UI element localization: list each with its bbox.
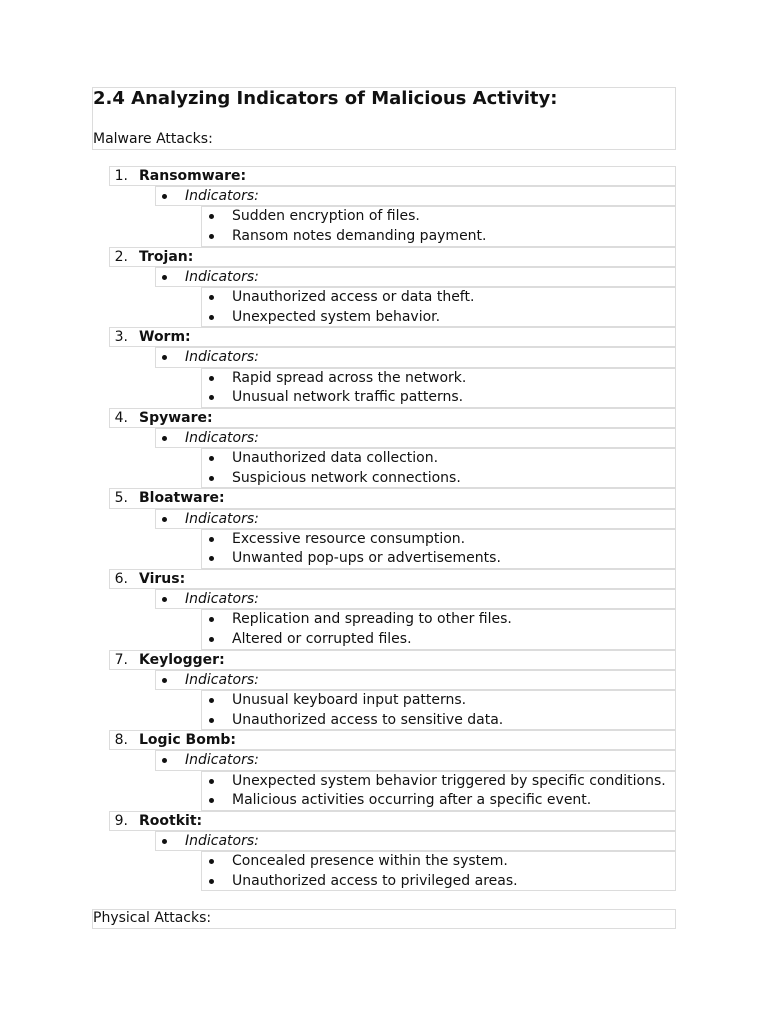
- bullet-icon: [162, 678, 167, 683]
- bullet-icon: [209, 779, 214, 784]
- indicator-point: Unexpected system behavior triggered by specific conditions.: [232, 772, 666, 789]
- attack-row-box: [109, 247, 676, 267]
- bullet-icon: [162, 839, 167, 844]
- bullet-icon: [209, 295, 214, 300]
- indicator-point: Excessive resource consumption.: [232, 530, 466, 547]
- attack-name: Bloatware:: [139, 490, 225, 507]
- attack-name: Virus:: [139, 571, 186, 587]
- indicator-point: Unauthorized access to sensitive data.: [232, 711, 504, 728]
- indicator-point: Concealed presence within the system.: [232, 853, 508, 870]
- attack-name: Rootkit:: [139, 812, 203, 829]
- indicator-point: Unauthorized access to privileged areas.: [232, 872, 518, 889]
- indicator-point: Unusual network traffic patterns.: [232, 389, 464, 406]
- bullet-icon: [209, 637, 214, 642]
- indicator-point: Sudden encryption of files.: [232, 208, 420, 225]
- malware-section-label: Malware Attacks:: [93, 131, 213, 147]
- attack-number: 2.: [114, 248, 128, 265]
- bullet-icon: [209, 879, 214, 884]
- bullet-icon: [162, 275, 167, 280]
- bullet-icon: [209, 234, 214, 239]
- attack-name: Ransomware:: [139, 168, 247, 184]
- indicator-point: Ransom notes demanding payment.: [232, 228, 487, 244]
- indicator-point: Suspicious network connections.: [232, 469, 461, 486]
- attack-name: Worm:: [139, 329, 191, 346]
- attack-row-box: [109, 569, 676, 589]
- attack-number: 7.: [114, 651, 128, 668]
- indicator-point: Unwanted pop-ups or advertisements.: [232, 550, 501, 567]
- attack-name: Logic Bomb:: [139, 732, 237, 749]
- bullet-icon: [162, 436, 167, 441]
- attack-number: 4.: [114, 409, 128, 426]
- indicator-point: Unauthorized data collection.: [232, 450, 439, 467]
- indicators-label: Indicators:: [185, 510, 259, 527]
- indicator-point: Unusual keyboard input patterns.: [232, 692, 467, 708]
- indicator-point: Unexpected system behavior.: [232, 308, 441, 325]
- indicator-point: Malicious activities occurring after a specific event.: [232, 792, 592, 809]
- bullet-icon: [209, 476, 214, 481]
- indicators-label: Indicators:: [185, 591, 259, 608]
- indicators-label: Indicators:: [185, 833, 259, 849]
- attack-number: 5.: [114, 490, 128, 507]
- indicators-label: Indicators:: [185, 430, 259, 446]
- bullet-icon: [162, 517, 167, 522]
- indicators-label: Indicators:: [185, 671, 259, 688]
- attack-number: 6.: [114, 571, 128, 587]
- attack-name: Keylogger:: [139, 651, 225, 668]
- indicator-point: Altered or corrupted files.: [232, 631, 412, 647]
- indicators-label: Indicators:: [185, 349, 259, 366]
- indicators-label: Indicators:: [185, 268, 259, 285]
- indicators-label: Indicators:: [185, 188, 259, 205]
- attack-number: 1.: [114, 168, 128, 184]
- bullet-icon: [209, 537, 214, 542]
- page-title: 2.4 Analyzing Indicators of Malicious Activity:: [93, 88, 558, 109]
- bullet-icon: [209, 718, 214, 723]
- bullet-icon: [209, 315, 214, 320]
- bullet-icon: [209, 698, 214, 703]
- attack-row-box: [109, 327, 676, 347]
- indicators-label: Indicators:: [185, 752, 259, 769]
- attack-name: Spyware:: [139, 409, 213, 426]
- indicator-point: Replication and spreading to other files.: [232, 611, 512, 628]
- bullet-icon: [209, 376, 214, 381]
- physical-section-label: Physical Attacks:: [93, 910, 212, 926]
- attack-number: 9.: [114, 812, 128, 829]
- attack-number: 3.: [114, 329, 128, 346]
- indicator-point: Rapid spread across the network.: [232, 369, 467, 386]
- attack-number: 8.: [114, 732, 128, 749]
- indicator-point: Unauthorized access or data theft.: [232, 289, 475, 305]
- attack-name: Trojan:: [139, 248, 194, 265]
